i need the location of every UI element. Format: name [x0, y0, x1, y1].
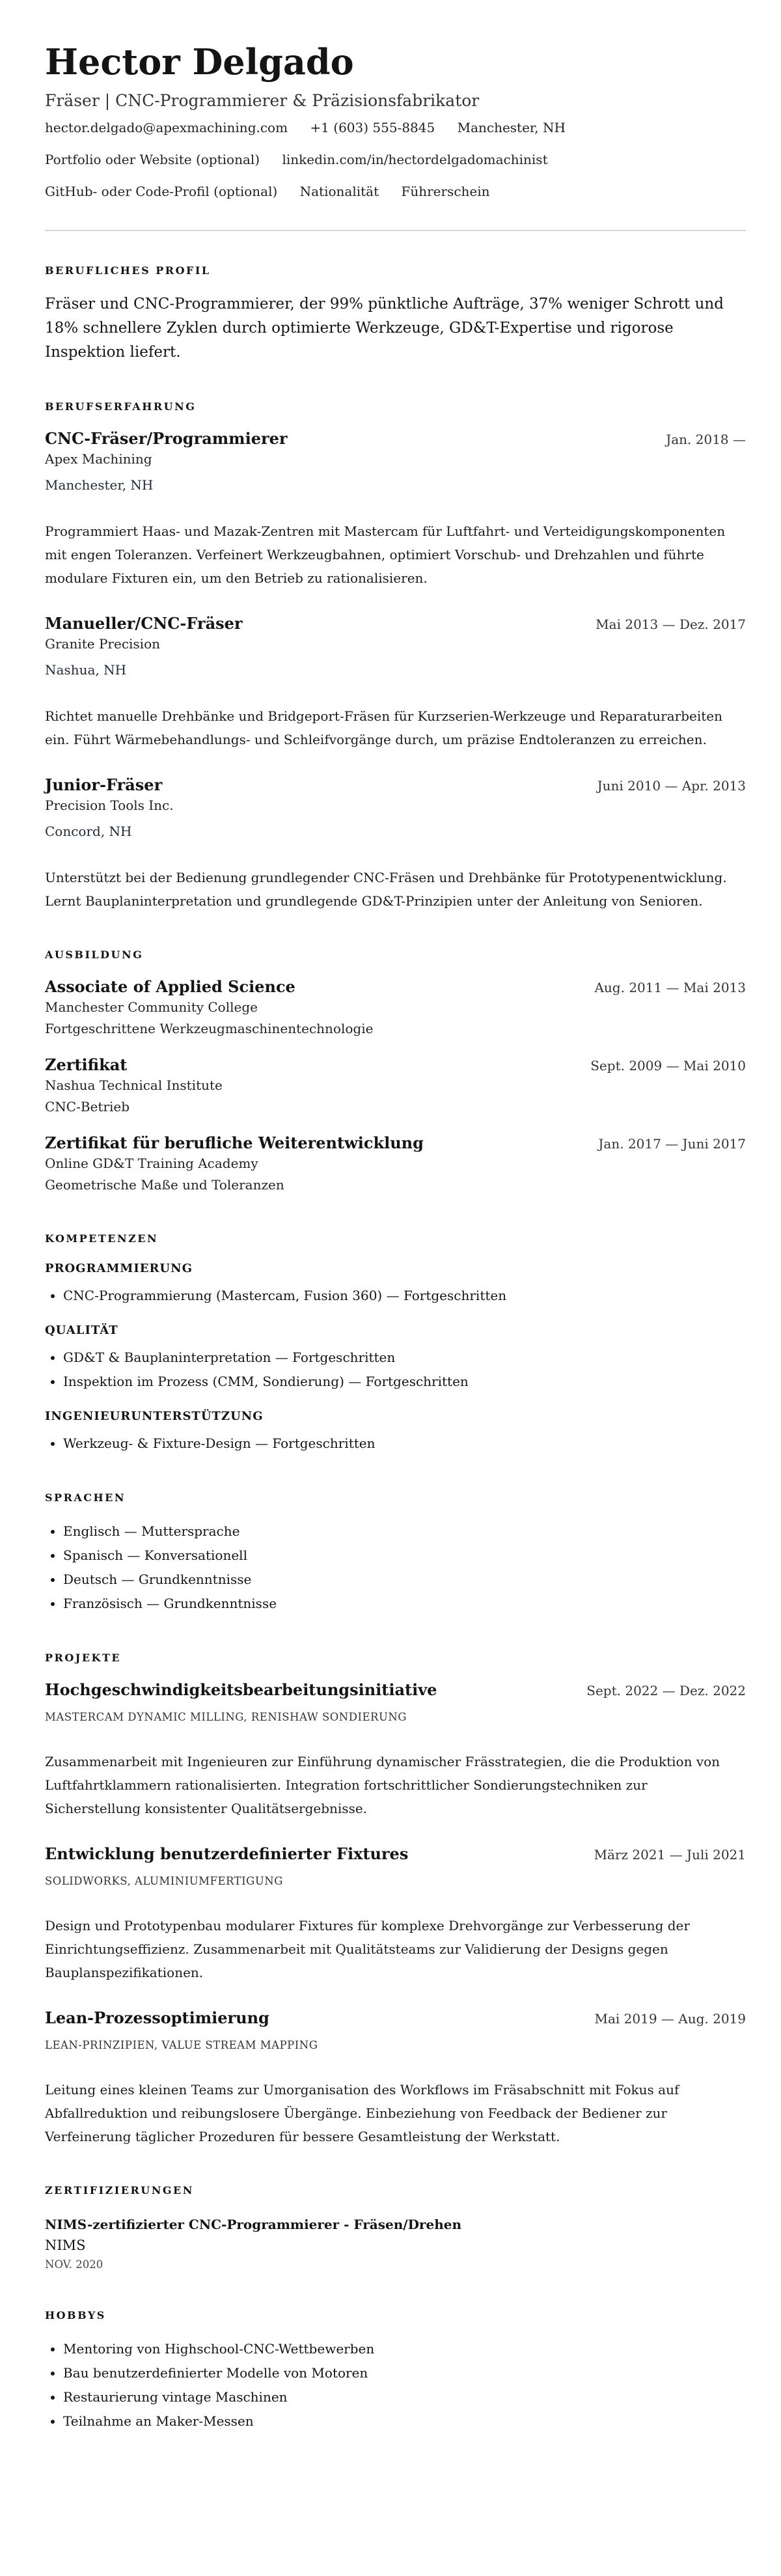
company-name: Apex Machining — [45, 451, 152, 467]
certification-issuer: NIMS — [45, 2237, 86, 2253]
contact-row — [45, 144, 746, 176]
entry-header — [45, 1133, 746, 1154]
phone-number: +1 (603) 555-8845 — [310, 120, 435, 135]
linkedin-link[interactable]: linkedin.com/in/hectordelgadomachinist — [282, 152, 548, 167]
skill-category-title: QUALITÄT — [45, 1323, 118, 1337]
contact-row — [45, 176, 746, 208]
section-title: BERUFSERFAHRUNG — [45, 400, 197, 413]
entry-title: Lean-Prozessoptimierung — [45, 2008, 269, 2027]
section-title: AUSBILDUNG — [45, 949, 144, 961]
experience-entry — [45, 775, 746, 913]
job-description: Richtet manuelle Drehbänke und Bridgeport-Fräsen für Kurzserien-Werkzeuge und Reparaturarbeiten ein. Führt Wärmebehandlungs- und Schleifvorgänge durch, um präzise Endtoleranzen zu erreichen. — [45, 708, 723, 747]
nationality: Nationalität — [299, 184, 379, 199]
certification-entry — [45, 2215, 746, 2273]
entry-date: März 2021 — Juli 2021 — [594, 1847, 746, 1863]
entry-title: Entwicklung benutzerdefinierter Fixtures — [45, 1844, 409, 1863]
location: Manchester, NH — [457, 120, 566, 135]
skill-item: • CNC-Programmierung (Mastercam, Fusion 360) — Fortgeschritten — [63, 1284, 746, 1308]
entry-title: Associate of Applied Science — [45, 977, 295, 996]
field-of-study: Geometrische Maße und Toleranzen — [45, 1177, 284, 1193]
school-name: Online GD&T Training Academy — [45, 1156, 258, 1171]
project-technologies: LEAN-PRINZIPIEN, VALUE STREAM MAPPING — [45, 2039, 318, 2051]
entry-header — [45, 613, 746, 634]
candidate-headline: Fräser | CNC-Programmierer & Präzisionsfabrikator — [45, 91, 480, 110]
experience-entry — [45, 613, 746, 751]
hobby-item: • Teilnahme an Maker-Messen — [63, 2409, 746, 2433]
header-divider — [45, 230, 746, 231]
hobby-list — [45, 2337, 746, 2433]
projects-section — [45, 1651, 746, 2148]
entry-date: Jan. 2017 — Juni 2017 — [598, 1136, 746, 1152]
entry-title: Hochgeschwindigkeitsbearbeitungsinitiative — [45, 1680, 437, 1699]
company-name: Precision Tools Inc. — [45, 797, 174, 813]
entry-header — [45, 1844, 746, 1864]
skill-category-title: PROGRAMMIERUNG — [45, 1262, 193, 1275]
entry-date: Jan. 2018 — — [666, 432, 746, 447]
entry-date: Sept. 2022 — Dez. 2022 — [586, 1683, 746, 1698]
school-name: Manchester Community College — [45, 999, 258, 1015]
skill-item: • GD&T & Bauplaninterpretation — Fortgeschritten — [63, 1346, 746, 1370]
project-entry — [45, 2008, 746, 2148]
entry-header — [45, 2008, 746, 2029]
field-of-study: Fortgeschrittene Werkzeugmaschinentechnologie — [45, 1021, 374, 1036]
email-link[interactable]: hector.delgado@apexmachining.com — [45, 120, 288, 135]
job-location: Nashua, NH — [45, 662, 127, 678]
entry-header — [45, 775, 746, 796]
entry-date: Mai 2013 — Dez. 2017 — [596, 616, 746, 632]
skills-section — [45, 1232, 746, 1456]
section-title: KOMPETENZEN — [45, 1232, 159, 1245]
education-entry — [45, 1055, 746, 1118]
section-title: BERUFLICHES PROFIL — [45, 264, 211, 277]
section-title: SPRACHEN — [45, 1491, 126, 1504]
skill-list — [45, 1284, 746, 1308]
school-name: Nashua Technical Institute — [45, 1077, 223, 1093]
skill-item: • Werkzeug- & Fixture-Design — Fortgeschritten — [63, 1432, 746, 1456]
entry-date: Mai 2019 — Aug. 2019 — [594, 2011, 746, 2027]
education-entry — [45, 976, 746, 1040]
hobby-item: • Restaurierung vintage Maschinen — [63, 2385, 746, 2409]
job-location: Manchester, NH — [45, 477, 154, 493]
entry-title: Junior-Fräser — [45, 775, 163, 794]
skill-list — [45, 1432, 746, 1456]
drivers-license: Führerschein — [401, 184, 490, 199]
project-entry — [45, 1680, 746, 1820]
project-technologies: MASTERCAM DYNAMIC MILLING, RENISHAW SONDIERUNG — [45, 1711, 407, 1723]
entry-date: Sept. 2009 — Mai 2010 — [590, 1058, 746, 1073]
language-list — [45, 1519, 746, 1616]
portfolio-link[interactable]: Portfolio oder Website (optional) — [45, 152, 260, 167]
entry-date: Juni 2010 — Apr. 2013 — [597, 778, 746, 794]
skill-list — [45, 1346, 746, 1394]
entry-header — [45, 428, 746, 449]
field-of-study: CNC-Betrieb — [45, 1099, 130, 1115]
skill-category-title: INGENIEURUNTERSTÜTZUNG — [45, 1409, 264, 1423]
entry-header — [45, 1055, 746, 1075]
resume-header — [45, 40, 746, 208]
hobbies-section — [45, 2308, 746, 2433]
language-item: • Spanisch — Konversationell — [63, 1544, 746, 1568]
entry-title: Zertifikat für berufliche Weiterentwicklung — [45, 1133, 424, 1152]
hobby-item: • Mentoring von Highschool-CNC-Wettbewerben — [63, 2337, 746, 2361]
experience-section — [45, 400, 746, 913]
profile-section — [45, 264, 746, 365]
entry-header — [45, 976, 746, 997]
project-entry — [45, 1844, 746, 1984]
project-description: Leitung eines kleinen Teams zur Umorganisation des Workflows im Fräsabschnitt mit Fokus auf Abfallreduktion und reibungslosere Übergänge. Einbeziehung von Feedback der Bediener zur Verfeinerung täglicher Prozeduren für bessere Gesamtleistung der Werkstatt. — [45, 2082, 679, 2144]
profile-summary: Fräser und CNC-Programmierer, der 99% pünktliche Aufträge, 37% weniger Schrott und 18% schnellere Zyklen durch optimierte Werkzeuge, GD&T-Expertise und rigorose Inspektion liefert. — [45, 296, 724, 361]
entry-title: Manueller/CNC-Fräser — [45, 614, 243, 633]
company-name: Granite Precision — [45, 636, 161, 652]
project-technologies: SOLIDWORKS, ALUMINIUMFERTIGUNG — [45, 1875, 283, 1887]
section-title: ZERTIFIZIERUNGEN — [45, 2184, 194, 2196]
job-description: Unterstützt bei der Bedienung grundlegender CNC-Fräsen und Drehbänke für Prototypenentwicklung. Lernt Bauplaninterpretation und grundlegende GD&T-Prinzipien unter der Anleitung von Senioren. — [45, 870, 727, 909]
job-location: Concord, NH — [45, 824, 132, 839]
language-item: • Englisch — Muttersprache — [63, 1519, 746, 1544]
language-item: • Französisch — Grundkenntnisse — [63, 1592, 746, 1616]
contact-row — [45, 112, 746, 144]
project-description: Design und Prototypenbau modularer Fixtures für komplexe Drehvorgänge zur Verbesserung der Einrichtungseffizienz. Zusammenarbeit mit Qualitätsteams zur Validierung der Designs gegen Bauplanspezifikationen. — [45, 1918, 690, 1980]
experience-entry — [45, 428, 746, 590]
project-description: Zusammenarbeit mit Ingenieuren zur Einführung dynamischer Frässtrategien, die die Produktion von Luftfahrtklammern rationalisierten. Integration fortschrittlicher Sondierungstechniken zur Sicherstellung konsistenter Qualitätsergebnisse. — [45, 1754, 720, 1816]
entry-title: Zertifikat — [45, 1055, 128, 1074]
skill-item: • Inspektion im Prozess (CMM, Sondierung) — Fortgeschritten — [63, 1370, 746, 1394]
job-description: Programmiert Haas- und Mazak-Zentren mit Mastercam für Luftfahrt- und Verteidigungskomponenten mit engen Toleranzen. Verfeinert Werkzeugbahnen, optimiert Vorschub- und Drehzahlen und führte modulare Fixturen ein, um den Betrieb zu rationalisieren. — [45, 523, 726, 586]
section-title: HOBBYS — [45, 2309, 106, 2321]
language-item: • Deutsch — Grundkenntnisse — [63, 1568, 746, 1592]
certifications-section — [45, 2183, 746, 2273]
education-entry — [45, 1133, 746, 1197]
entry-title: CNC-Fräser/Programmierer — [45, 429, 288, 448]
certification-date: NOV. 2020 — [45, 2258, 103, 2271]
education-section — [45, 948, 746, 1197]
hobby-item: • Bau benutzerdefinierter Modelle von Motoren — [63, 2361, 746, 2385]
certification-title: NIMS-zertifizierter CNC-Programmierer - Fräsen/Drehen — [45, 2217, 461, 2232]
candidate-name: Hector Delgado — [45, 41, 354, 83]
github-link[interactable]: GitHub- oder Code-Profil (optional) — [45, 184, 278, 199]
languages-section — [45, 1491, 746, 1616]
entry-date: Aug. 2011 — Mai 2013 — [594, 980, 746, 995]
section-title: PROJEKTE — [45, 1652, 122, 1664]
entry-header — [45, 1680, 746, 1700]
